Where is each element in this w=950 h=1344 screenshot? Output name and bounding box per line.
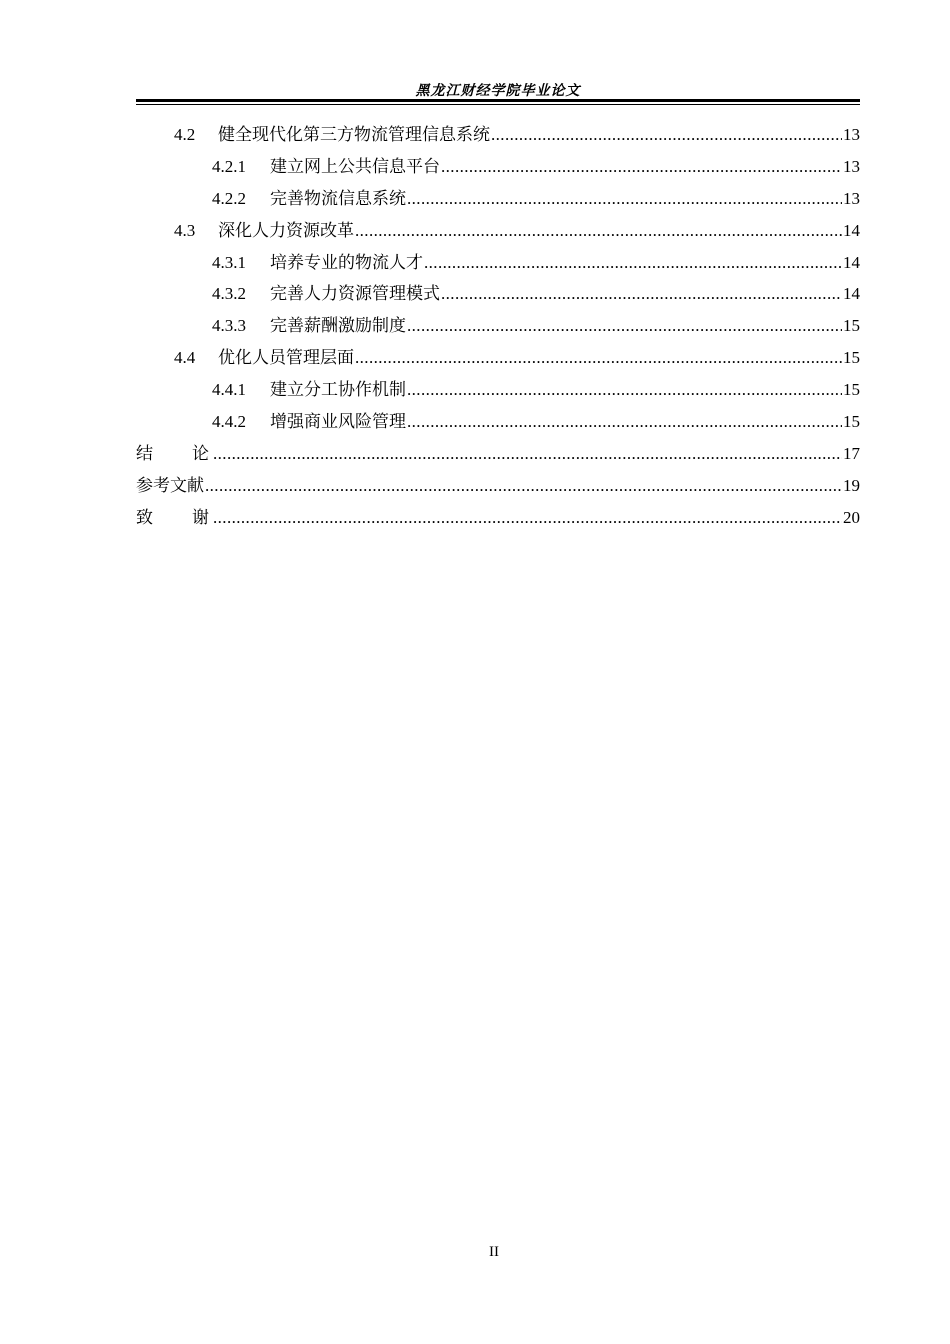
toc-entry-4-4[interactable]	[136, 342, 860, 374]
toc-entry-4-2[interactable]	[136, 119, 860, 151]
toc-title	[136, 502, 212, 534]
toc-leader-dots	[355, 215, 842, 247]
toc-title: 完善薪酬激励制度	[270, 316, 406, 336]
toc-entry-4-3[interactable]	[136, 215, 860, 247]
toc-page-number: 13	[843, 125, 860, 144]
toc-page-number: 14	[843, 284, 860, 304]
toc-page-number: 14	[843, 252, 860, 272]
toc-title: 完善物流信息系统	[270, 188, 406, 208]
toc-leader-dots	[441, 278, 842, 310]
toc-leader-dots	[205, 470, 842, 502]
toc-number: 4.2.2	[212, 188, 246, 208]
toc-page-number: 19	[843, 475, 860, 495]
toc-entry-references[interactable]	[136, 470, 860, 502]
toc-entry-4-4-2[interactable]	[136, 406, 860, 438]
toc-title-char: 结	[136, 443, 153, 463]
toc-title: 健全现代化第三方物流管理信息系统	[218, 125, 490, 144]
toc-leader-dots	[407, 406, 842, 438]
toc-title: 建立分工协作机制	[270, 380, 406, 400]
toc-leader-dots	[213, 502, 842, 534]
toc-entry-4-4-1[interactable]	[136, 374, 860, 406]
toc-leader-dots	[407, 374, 842, 406]
toc-number: 4.3.3	[212, 316, 246, 336]
toc-number: 4.3.2	[212, 284, 246, 304]
toc-number: 4.2.1	[212, 156, 246, 176]
toc-number: 4.4.2	[212, 412, 246, 432]
toc-number: 4.4	[174, 348, 196, 368]
header-rule-thin	[136, 104, 860, 105]
toc-title: 增强商业风险管理	[270, 412, 406, 432]
toc-title: 完善人力资源管理模式	[270, 284, 440, 304]
toc-entry-acknowledgements[interactable]	[136, 502, 860, 534]
toc-title: 参考文献	[136, 475, 204, 495]
toc-number: 4.4.1	[212, 380, 246, 400]
toc-leader-dots	[424, 247, 842, 279]
toc-page-number: 20	[843, 507, 860, 527]
toc-page-number: 14	[843, 220, 860, 240]
toc-page-number: 15	[843, 380, 860, 400]
toc-leader-dots	[355, 342, 842, 374]
toc-page-number: 17	[843, 443, 860, 463]
toc-title	[136, 438, 212, 470]
toc-entry-4-2-2[interactable]	[136, 183, 860, 215]
toc-entry-4-3-2[interactable]	[136, 278, 860, 310]
toc-page-number: 15	[843, 348, 860, 368]
toc-entry-conclusion[interactable]	[136, 438, 860, 470]
toc-title-char: 谢	[192, 507, 209, 527]
toc-title-char: 致	[136, 507, 153, 527]
toc-title: 深化人力资源改革	[218, 220, 354, 240]
toc-entry-4-3-1[interactable]	[136, 247, 860, 279]
toc-leader-dots	[213, 438, 842, 470]
toc-entry-4-2-1[interactable]	[136, 151, 860, 183]
toc-number: 4.3.1	[212, 252, 246, 272]
toc-title-char: 论	[192, 443, 209, 463]
toc-leader-dots	[491, 119, 842, 151]
toc-title: 培养专业的物流人才	[270, 252, 423, 272]
table-of-contents	[136, 119, 860, 534]
toc-leader-dots	[407, 310, 842, 342]
toc-leader-dots	[407, 183, 842, 215]
toc-number: 4.2	[174, 125, 196, 144]
toc-title: 建立网上公共信息平台	[270, 156, 440, 176]
toc-entry-4-3-3[interactable]	[136, 310, 860, 342]
toc-page-number: 15	[843, 316, 860, 336]
toc-title: 优化人员管理层面	[218, 348, 354, 368]
header-rule-thick	[136, 99, 860, 102]
page-header-title: 黑龙江财经学院毕业论文	[415, 83, 581, 99]
toc-page-number: 15	[843, 412, 860, 432]
page-number: II	[489, 1244, 499, 1260]
toc-leader-dots	[441, 151, 842, 183]
toc-page-number: 13	[843, 188, 860, 208]
toc-page-number: 13	[843, 156, 860, 176]
toc-number: 4.3	[174, 220, 196, 240]
